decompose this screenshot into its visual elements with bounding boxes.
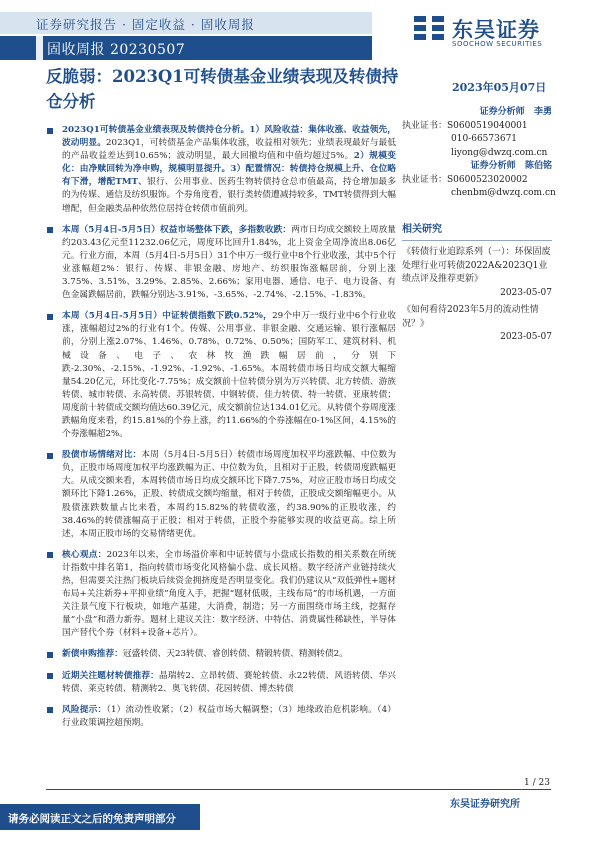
analyst-name: 李勇 — [533, 107, 552, 117]
related-report-date: 2023-05-07 — [500, 287, 552, 298]
item-heading: 近期关注题材转债推荐： — [62, 670, 159, 681]
related-report-date: 2023-05-07 — [500, 332, 552, 342]
logo-english-name: SOOCHOW SECURITIES — [452, 40, 543, 48]
item-heading: 2）规模变化：由净赎回转为净申购，规模明显提升。3）配置情况：转债持仓规模上升、仓位略有下滑，增配TMT、 — [62, 151, 396, 188]
analyst-role: 证券分析师 — [470, 161, 516, 171]
analyst-phone: 010-66573671 — [451, 134, 518, 144]
item-heading: 核心观点： — [62, 549, 107, 560]
soochow-logo-icon — [412, 14, 446, 44]
summary-item — [46, 704, 396, 730]
analyst-license — [402, 174, 552, 188]
analyst-license — [402, 120, 552, 134]
item-heading: 本周（5月4日-5月5日）权益市场整体下跌，多指数收跌： — [62, 224, 292, 235]
analyst-role: 证券分析师 — [479, 107, 525, 117]
summary-item — [46, 648, 396, 661]
item-text: （1）流动性收紧；（2）权益市场大幅调整；（3）地缘政治危机影响。（4）行业政策调控超预期。 — [62, 704, 396, 728]
license-number: S0600519040001 — [447, 120, 528, 131]
bullet-icon — [47, 707, 53, 713]
item-text: 2023Q1，可转债基金产品集体收涨，收益相对领先；业绩表现最好与最低的产品收益差达到10.65%；波动明显，最大回撤均值和中值均超过5%。 — [62, 138, 397, 162]
report-type: 固收周报 20230507 — [47, 42, 186, 58]
bullet-icon — [47, 552, 53, 558]
analyst-2 — [402, 160, 552, 174]
item-text: 晶瑞转2、立昂转债、赛轮转债、永22转债、风语转债、华兴转债、莱克转债、精测转2、奥飞转债、花园转债、博杰转债 — [62, 670, 396, 694]
item-text: 银行、公用事业、医药生物转债持仓总市值最高，持仓增加最多的为传媒、通信及纺织服饰。个券角度看，银行类转债遭减持较多，TMT转债得到大幅增配，但金融类品种依然位居持仓转债市值前列。 — [62, 177, 397, 214]
analyst-email[interactable]: chenbm@dwzq.com.cn — [451, 188, 556, 198]
item-heading: 新债申购推荐： — [62, 649, 123, 660]
summary-item — [46, 124, 396, 216]
bullet-icon — [47, 673, 53, 679]
footer-divider — [46, 789, 551, 790]
related-divider — [402, 240, 552, 241]
logo-chinese-name: 东吴证券 — [452, 18, 540, 42]
related-research-title: 相关研究 — [402, 223, 442, 235]
item-heading: 2023Q1可转债基金业绩表现及转债持仓分析。1）风险收益：集体收涨、收益领先，波动明显。 — [62, 125, 396, 149]
item-text: 本周（5月4日-5月5日）转债市场周度加权平均涨跌幅、中位数为负，正股市场周度加权平均涨跌幅为正、中位数为负，且相对于正股，转债周度跌幅更大。从成交额来看，本周转债市场日均成交额环比下降7.75%，对应正股市场日均成交额环比下降1.26%，正股、转债成交额均缩量，相对于转债，正股成交额缩幅更小。从股债涨跌数量占比来看，本周约15.82%的转债收涨，约38.90%的正股收涨，约38.46%的转债涨幅高于正股；相对于转债，正股个券能够实现的收益更高。综上所述，本周正股市场的交易情绪更优。 — [62, 450, 397, 539]
item-text: 2023年以来，全市场溢价率和中证转债与小盘成长指数的相关系数在所统计指数中排名第1，指向转债市场变化风格偏小盘、成长风格。数字经济产业链持续火热，但需要关注热门板块后续资金拥挤度是否明显变化。我们仍建议从“双低弹性+题材布局+关注新券+平抑业绩”角度入手，把握“题材低吸，主线布局”的市场机遇，一方面关注景气度下行板块，如地产基建，大消费，制造；另一方面围绕市场主线，挖掘存量“小盘”和潜力新券。题材上建议关注：数字经济、中特估、消费属性稀缺性，半导体国产替代个券（材料+设备+芯片）。 — [62, 549, 397, 639]
bullet-icon — [47, 652, 53, 658]
sidebar-column — [402, 106, 556, 349]
related-report-link[interactable]: 《如何看待2023年5月的流动性情况？》 — [402, 305, 539, 329]
report-type-band-accent — [36, 36, 43, 60]
item-text: 29个申万一级行业中6个行业收涨，涨幅超过2%的行业有1个。传媒、公用事业、非银金融、交通运输、银行涨幅居前，分别上涨2.07%、1.46%、0.78%、0.72%、0.50%；国防军工、建筑材料、机械设备、电子、农林牧渔跌幅居前，分别下跌-2.30%、-2.15%、-1.92%、-1.92%、-1.65%。本周转债市场日均成交额大幅缩量54.20亿元，环比变化-7.75%；成交额前十位转债分别为万兴转债、北方转债、游族转债、城市转债、永高转债、苏银转债、中钢转债、佳力转债、特一转债、亚康转债；周度前十转债成交额均值达60.39亿元，成交额前位达134.01亿元。从转债个券周度涨跌幅角度来看，约15.81%的个券上涨，约11.66%的个券涨幅在0-1%区间，4.15%的个券涨幅超2%。 — [62, 311, 396, 440]
report-date: 2023年05月07日 — [452, 81, 547, 94]
analyst-name: 陈伯铭 — [524, 161, 552, 171]
item-heading: 风险提示： — [62, 704, 107, 715]
disclaimer-text: 请务必阅读正文之后的免责声明部分 — [8, 813, 176, 825]
page-number: 1 / 23 — [524, 778, 550, 788]
license-number: S0600523020002 — [447, 174, 528, 185]
related-report-link[interactable]: 《转债行业追踪系列（一）：环保固废处理行业可转债2022A&2023Q1业绩点评及推荐更新》 — [402, 247, 551, 284]
analyst-1 — [402, 106, 552, 120]
bullet-icon — [47, 128, 53, 134]
bullet-icon — [47, 453, 53, 459]
bullet-icon — [47, 227, 53, 233]
footer-firm: 东吴证券研究所 — [450, 799, 520, 810]
header-category: 证券研究报告 · 固定收益 · 固收周报 — [36, 17, 255, 32]
license-label: 执业证书： — [402, 174, 448, 185]
report-title: 反脆弱：2023Q1可转债基金业绩表现及转债持仓分析 — [46, 67, 399, 111]
item-heading: 股债市场情绪对比： — [62, 450, 142, 461]
bullet-icon — [47, 314, 53, 320]
summary-column — [46, 124, 396, 738]
item-text: 两市日均成交额较上周放量约203.43亿元至11232.06亿元，周度环比回升1.84%，北上资金全周净流出8.06亿元。行业方面，本周（5月4日-5月5日）31个申万一级行业中8个行业收涨，其中5个行业涨幅超2%：银行、传媒、非银金融、房地产、纺织服饰涨幅居前，分别上涨3.75%、3.51%、3.29%、2.85%、2.66%；家用电器、通信、电子、电力设备、有色金属跌幅居前，跌幅分别达-3.91%、-3.65%、-2.74%、-2.15%、-1.83%。 — [62, 224, 396, 301]
summary-item — [46, 224, 396, 303]
item-heading: 本周（5月4日-5月5日）中证转债指数下跌0.52%， — [62, 311, 273, 322]
summary-item — [46, 670, 396, 696]
summary-item — [46, 449, 396, 541]
license-label: 执业证书： — [402, 120, 448, 131]
analyst-email[interactable]: liyong@dwzq.com.cn — [451, 147, 548, 158]
summary-item — [46, 310, 396, 441]
summary-item — [46, 549, 396, 641]
item-text: 冠盛转债、天23转债、睿创转债、精锻转债、精测转债2。 — [122, 649, 348, 660]
